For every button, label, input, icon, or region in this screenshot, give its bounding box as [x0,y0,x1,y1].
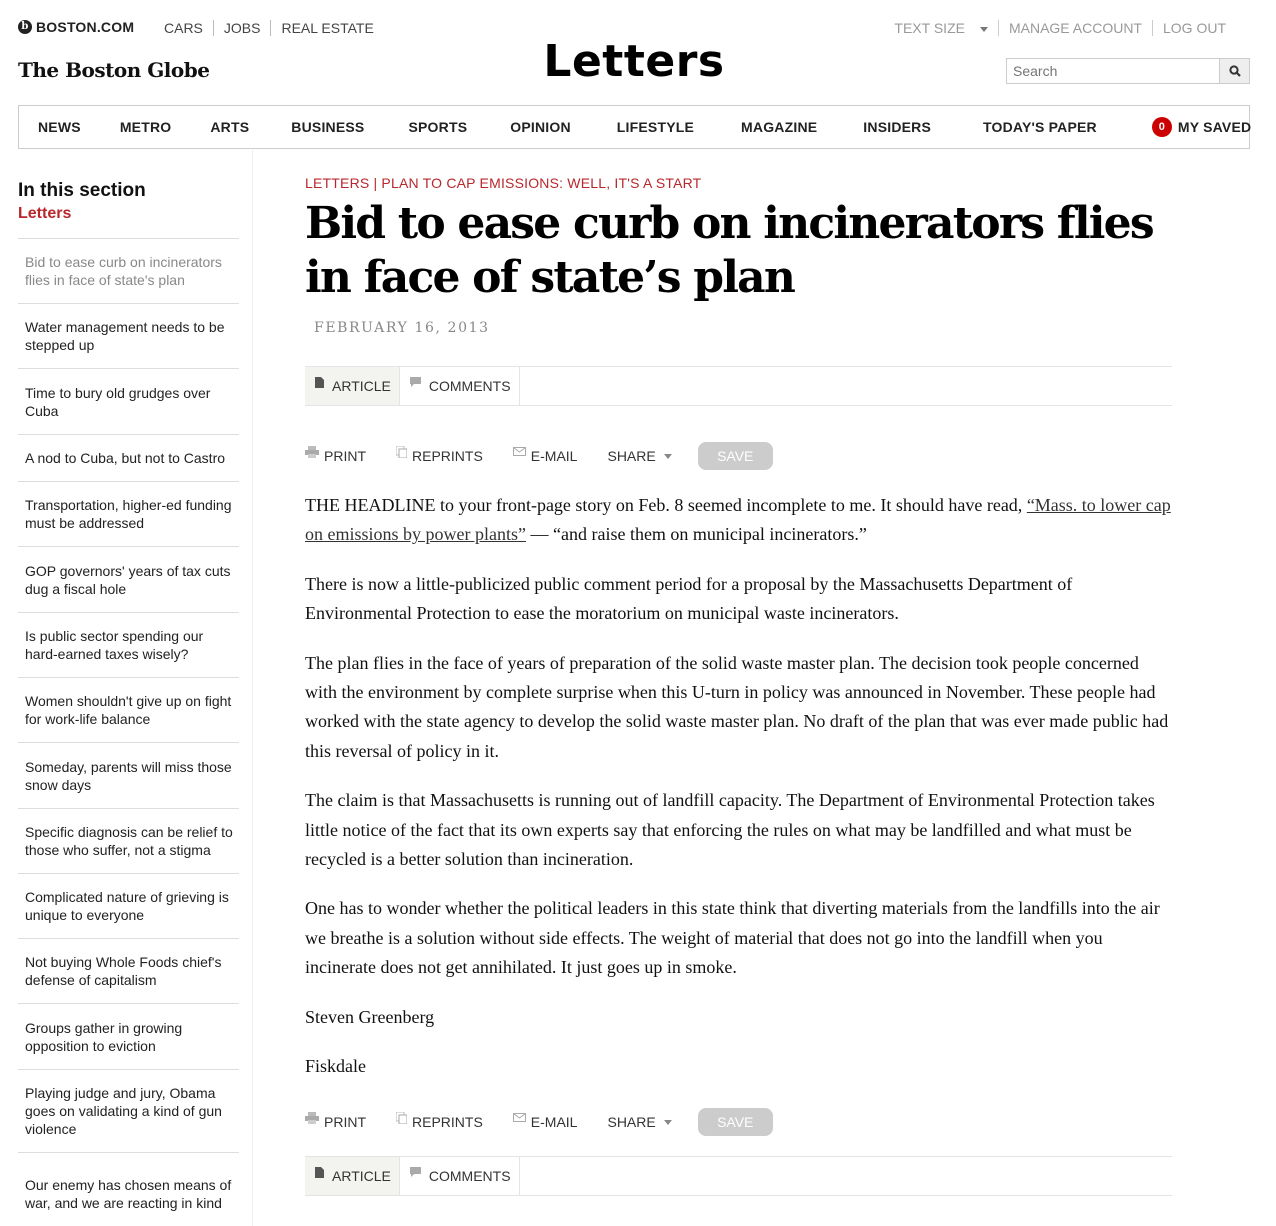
column-divider [252,150,253,1226]
nav-item-opinion[interactable]: OPINION [510,119,571,135]
email-button[interactable] [513,448,578,464]
paragraph-text: THE HEADLINE to your front-page story on Feb. 8 seemed incomplete to me. It should have read, [305,495,1027,515]
sidebar-item[interactable]: Water management needs to be stepped up [18,304,239,369]
tab-article-label: ARTICLE [332,378,391,394]
manage-account-link[interactable]: MANAGE ACCOUNT [998,20,1152,36]
nav-item-lifestyle[interactable]: LIFESTYLE [616,119,695,135]
tab-comments[interactable] [400,367,520,405]
sidebar-item[interactable]: Is public sector spending our hard-earned taxes wisely? [18,613,239,678]
reprints-icon [396,1112,407,1124]
nav-item-news[interactable]: NEWS [38,119,81,135]
print-label: PRINT [324,448,366,464]
section-title[interactable]: Letters [543,36,725,87]
printer-icon [305,1112,319,1124]
sidebar-item[interactable]: A nod to Cuba, but not to Castro [18,435,239,482]
sidebar-item[interactable]: Transportation, higher-ed funding must be addressed [18,482,239,547]
print-button[interactable] [305,448,366,464]
related-story-link[interactable]: “Mass. to lower cap on emissions by power plants” [305,495,1171,545]
search-input[interactable] [1006,58,1220,84]
boston-com-logo[interactable] [18,19,134,35]
article-paragraph: One has to wonder whether the political leaders in this state think that diverting materials from the landfills into the air we breathe is a solution without side effects. The weight of material that does not go into the landfill when you incinerate does not get annihilated. It just goes up in smoke. [305,898,1160,978]
save-button[interactable]: SAVE [698,1108,773,1136]
boston-globe-logo[interactable]: The Boston Globe [18,58,210,82]
envelope-icon [513,447,526,456]
print-label: PRINT [324,1114,366,1130]
article-paragraph: There is now a little-publicized public comment period for a proposal by the Massachusetts Department of Environmental Protection to ease the moratorium on municipal waste incinerators. [305,573,1073,624]
tab-article[interactable] [305,367,400,405]
my-saved-link[interactable] [1152,117,1251,137]
save-button[interactable]: SAVE [698,442,773,470]
top-link-cars[interactable]: CARS [164,20,203,36]
share-label: SHARE [607,1114,656,1130]
article-paragraph: The plan flies in the face of years of preparation of the solid waste master plan. The decision took people concerned with the environment by complete surprise when this U-turn in policy was announced in November. These people had worked with the state agency to develop the solid waste master plan. No draft of the plan that was ever made public had this reversal of policy in it. [305,652,1169,761]
text-size-label: TEXT SIZE [894,20,965,36]
tab-article[interactable] [305,1157,400,1195]
tab-comments-label: COMMENTS [428,1168,511,1184]
tab-comments[interactable] [400,1157,520,1195]
share-label: SHARE [607,448,656,464]
nav-item-arts[interactable]: ARTS [210,119,250,135]
search-icon [1229,65,1241,77]
log-out-link[interactable]: LOG OUT [1152,20,1236,36]
sidebar-item[interactable]: Time to bury old grudges over Cuba [18,369,239,435]
reprints-label: REPRINTS [412,1114,483,1130]
sidebar-item[interactable]: Groups gather in growing opposition to eviction [18,1004,239,1070]
share-dropdown[interactable] [607,448,671,464]
nav-item-magazine[interactable]: MAGAZINE [741,119,818,135]
sidebar-item[interactable]: Bid to ease curb on incinerators flies in face of state's plan [18,239,239,304]
section-sidebar [18,180,239,1226]
my-saved-label: MY SAVED [1177,119,1252,135]
top-link-real-estate[interactable]: REAL ESTATE [270,20,383,36]
reprints-button[interactable] [396,1114,483,1130]
boston-com-logo-icon: b [18,20,32,34]
comment-icon [410,1167,421,1177]
nav-item-insiders[interactable]: INSIDERS [863,119,932,135]
email-label: E-MAIL [530,448,578,464]
sidebar-list [18,238,239,1226]
document-icon [315,1167,324,1178]
sidebar-item[interactable]: Women shouldn't give up on fight for work-life balance [18,678,239,743]
share-dropdown[interactable] [607,1114,671,1130]
sidebar-heading: In this section [18,180,146,201]
nav-item-todays-paper[interactable]: TODAY'S PAPER [983,119,1097,135]
paragraph-text: — “and raise them on municipal incinerators.” [525,524,867,545]
article-kicker[interactable]: LETTERS | PLAN TO CAP EMISSIONS: WELL, IT'S A START [305,175,702,191]
nav-item-metro[interactable]: METRO [119,119,172,135]
letter-author: Steven Greenberg [305,1006,435,1027]
saved-count-badge: 0 [1152,117,1172,137]
reprints-label: REPRINTS [412,448,483,464]
article-tools-top [305,441,773,471]
letter-location: Fiskdale [305,1056,366,1077]
envelope-icon [513,1113,526,1122]
sidebar-item[interactable]: GOP governors' years of tax cuts dug a fiscal hole [18,547,239,613]
sidebar-item[interactable]: Playing judge and jury, Obama goes on validating a kind of gun violence [18,1070,239,1153]
document-icon [315,377,324,388]
boston-com-logo-text: BOSTON.COM [36,19,135,35]
article-headline: Bid to ease curb on incinerators flies in face of state’s plan [305,198,1153,303]
article-body [305,491,1175,1102]
article-tabs-top [305,366,1172,406]
article-paragraph [305,491,1175,550]
comment-icon [410,377,421,387]
email-button[interactable] [513,1114,578,1130]
reprints-icon [396,446,407,458]
sidebar-section-link[interactable]: Letters [18,205,72,222]
main-nav [18,105,1250,149]
email-label: E-MAIL [530,1114,578,1130]
sidebar-item[interactable]: Not buying Whole Foods chief's defense of capitalism [18,939,239,1004]
account-links [874,20,1236,36]
article-tools-bottom [305,1107,773,1137]
article-paragraph: The claim is that Massachusetts is running out of landfill capacity. The Department of Environmental Protection takes little notice of the fact that its own experts say that enforcing the rules on what may be landfilled and what must be recycled is a better solution than incineration. [305,790,1155,870]
caret-down-icon [664,1120,672,1125]
search-button[interactable] [1220,58,1250,84]
article-date: FEBRUARY 16, 2013 [314,320,490,336]
tab-comments-label: COMMENTS [428,378,511,394]
sidebar-item[interactable]: Someday, parents will miss those snow days [18,743,239,809]
nav-item-business[interactable]: BUSINESS [291,119,365,135]
article-tabs-bottom [305,1156,1172,1196]
top-links [164,20,384,36]
printer-icon [305,446,319,458]
sidebar-item[interactable]: Specific diagnosis can be relief to those who suffer, not a stigma [18,809,239,874]
reprints-button[interactable] [396,448,483,464]
caret-down-icon [664,454,672,459]
print-button[interactable] [305,1114,366,1130]
sidebar-item[interactable]: Our enemy has chosen means of war, and we are reacting in kind [18,1153,239,1226]
text-size-dropdown[interactable] [874,20,998,36]
nav-item-sports[interactable]: SPORTS [408,119,468,135]
sidebar-item[interactable]: Complicated nature of grieving is unique to everyone [18,874,239,939]
top-link-jobs[interactable]: JOBS [213,20,271,36]
search-box [1006,58,1250,84]
caret-down-icon [980,27,988,32]
tab-article-label: ARTICLE [332,1168,391,1184]
